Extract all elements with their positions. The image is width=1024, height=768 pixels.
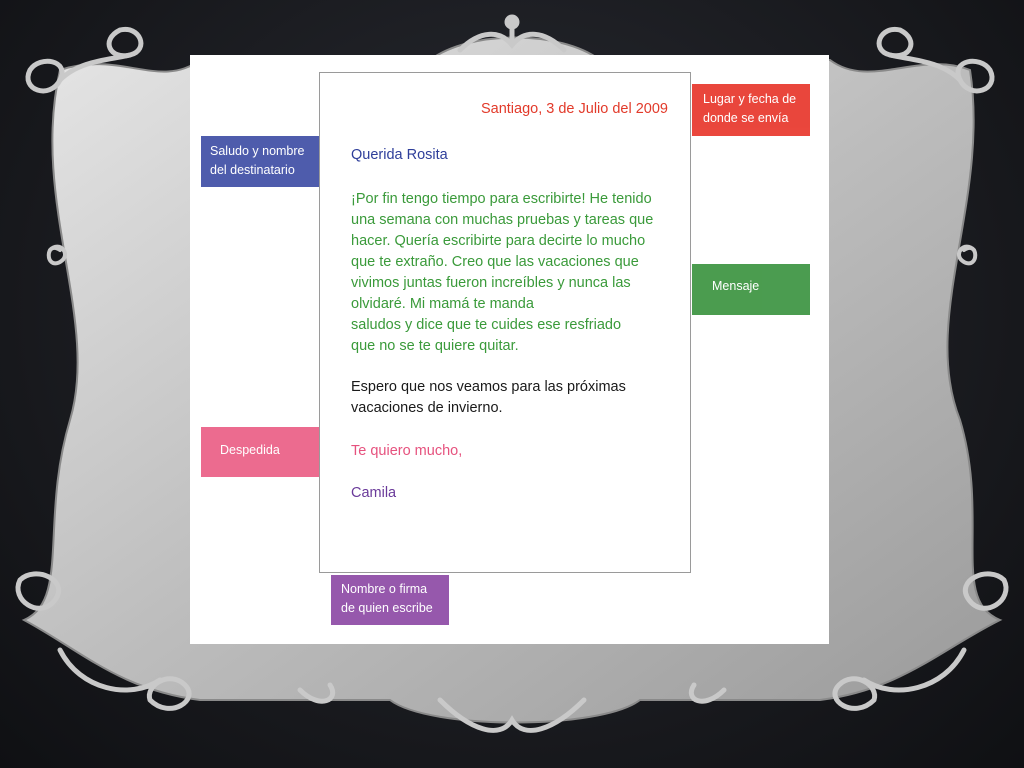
closing-line: Espero que nos veamos para las próximas <box>351 379 626 395</box>
label-lugar-fecha <box>692 84 810 136</box>
label-saludo-line: Saludo y nombre <box>210 144 305 158</box>
letter-signature: Camila <box>351 485 397 501</box>
label-despedida-text: Despedida <box>220 443 280 457</box>
message-line: vivimos juntas fueron increíbles y nunca las <box>351 275 631 291</box>
label-lugar-line: donde se envía <box>703 111 789 125</box>
letter-card <box>319 72 691 573</box>
label-mensaje-text: Mensaje <box>712 279 760 293</box>
message-line: que no se te quiere quitar. <box>351 338 519 354</box>
message-line: que te extraño. Creo que las vacaciones que <box>351 254 639 270</box>
label-nombre-firma <box>331 575 449 625</box>
message-line: ¡Por fin tengo tiempo para escribirte! He tenido <box>351 191 652 207</box>
message-line: olvidaré. Mi mamá te manda <box>351 296 534 312</box>
message-line: hacer. Quería escribirte para decirte lo mucho <box>351 233 646 249</box>
letter-farewell: Te quiero mucho, <box>351 443 463 459</box>
letter-closing-paragraph <box>351 377 626 419</box>
letter-message <box>351 189 681 357</box>
label-mensaje <box>692 264 810 315</box>
label-despedida <box>201 427 319 477</box>
label-saludo-line: del destinatario <box>210 163 295 177</box>
label-nombre-line: de quien escribe <box>341 601 433 615</box>
label-lugar-line: Lugar y fecha de <box>703 92 797 106</box>
closing-line: vacaciones de invierno. <box>351 400 503 416</box>
label-saludo <box>201 136 319 187</box>
letter-greeting: Querida Rosita <box>351 147 448 163</box>
message-line: saludos y dice que te cuides ese resfriado <box>351 317 622 333</box>
letter-date: Santiago, 3 de Julio del 2009 <box>480 101 668 117</box>
message-line: una semana con muchas pruebas y tareas que <box>351 212 654 228</box>
label-nombre-line: Nombre o firma <box>341 582 428 596</box>
